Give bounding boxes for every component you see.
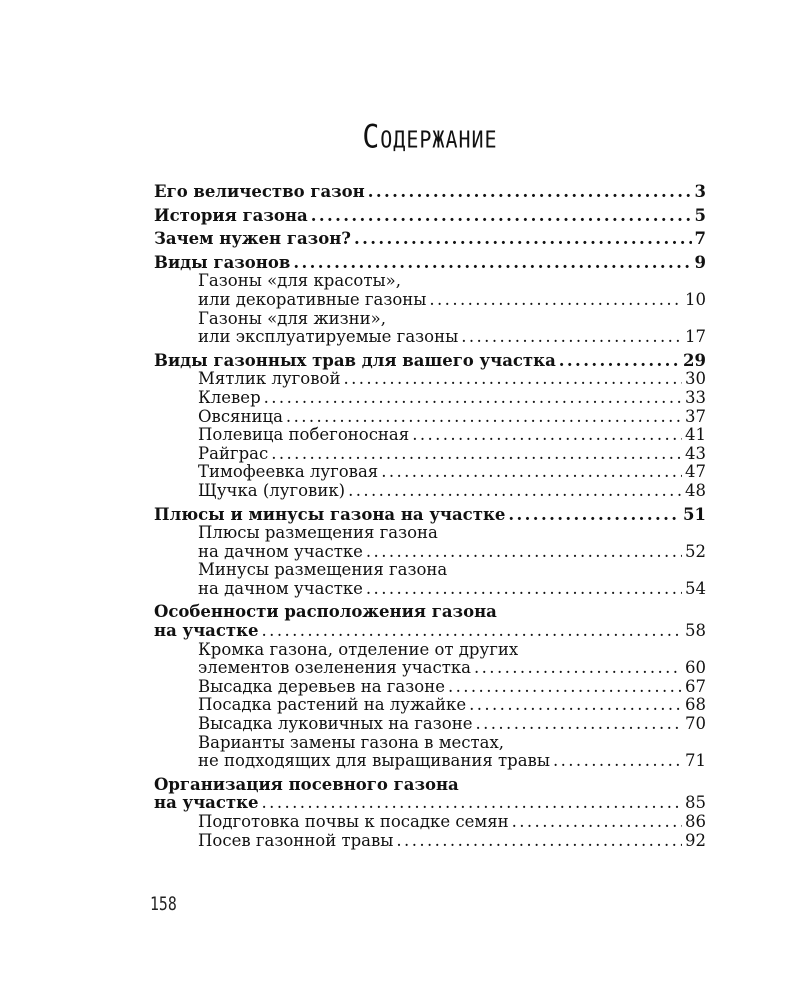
toc-entry[interactable] [154, 678, 706, 697]
toc-entry-label: на дачном участке [198, 541, 363, 561]
toc-entry-line2[interactable] [154, 291, 706, 310]
dot-leader [429, 291, 682, 310]
toc-page-number: 85 [685, 793, 706, 813]
dot-leader [508, 506, 680, 525]
toc-entry[interactable] [154, 207, 706, 226]
toc-entry-label: на участке [154, 621, 259, 641]
toc-entry-label: История газона [154, 205, 308, 225]
toc-entry-line1[interactable] [154, 524, 706, 543]
toc-entry[interactable] [154, 408, 706, 427]
toc-page-number: 33 [685, 387, 706, 407]
dot-leader [553, 752, 682, 771]
dot-leader [348, 482, 682, 501]
toc-entry[interactable] [154, 445, 706, 464]
toc-entry-line1[interactable] [154, 603, 706, 622]
dot-leader [293, 254, 691, 273]
dot-leader [469, 696, 682, 715]
toc-entry[interactable] [154, 183, 706, 202]
toc-entry-label: Посев газонной травы [198, 830, 394, 850]
toc-entry-label: Минусы размещения газона [198, 560, 448, 580]
toc-page-number: 60 [685, 658, 706, 678]
toc-entry-label: Его величество газон [154, 182, 365, 201]
dot-leader [262, 622, 682, 641]
dot-leader [475, 715, 682, 734]
toc-page-number: 58 [685, 621, 706, 641]
toc-entry-line1[interactable] [154, 776, 706, 795]
dot-leader [461, 328, 682, 347]
toc-entry-label: Клевер [198, 387, 261, 407]
dot-leader [448, 678, 682, 697]
toc-entry-label: на дачном участке [198, 578, 363, 598]
dot-leader [381, 463, 682, 482]
page-number: 158 [150, 893, 177, 915]
toc-entry-line2[interactable] [154, 794, 706, 813]
toc-entry-label: Зачем нужен газон? [154, 229, 351, 249]
dot-leader [366, 580, 682, 599]
toc-page-number: 37 [685, 406, 706, 426]
toc-entry-label: Полевица побегоносная [198, 425, 410, 445]
toc-page-number: 68 [685, 695, 706, 715]
toc-page-number: 29 [683, 350, 706, 370]
dot-leader [368, 183, 692, 202]
toc-entry-label: Высадка луковичных на газоне [198, 714, 473, 734]
toc-page-number: 17 [685, 327, 706, 347]
dot-leader [474, 659, 682, 678]
toc-entry-label: или эксплуатируемые газоны [198, 327, 459, 347]
dot-leader [286, 408, 682, 427]
toc-entry-label: или декоративные газоны [198, 289, 427, 309]
toc-page-number: 70 [685, 714, 706, 734]
dot-leader [396, 832, 682, 851]
toc-entry-line1[interactable] [154, 561, 706, 580]
toc-page-number: 5 [694, 205, 706, 225]
toc-page-number: 10 [685, 289, 706, 309]
toc-entry[interactable] [154, 426, 706, 445]
toc-entry[interactable] [154, 715, 706, 734]
dot-leader [343, 370, 682, 389]
toc-page-number: 86 [685, 812, 706, 831]
toc-entry[interactable] [154, 370, 706, 389]
dot-leader [366, 543, 682, 562]
page-title: Содержание [362, 117, 498, 156]
dot-leader [264, 389, 682, 408]
toc-entry-line2[interactable] [154, 622, 706, 641]
toc-entry-line2[interactable] [154, 752, 706, 771]
toc-entry-label: элементов озеленения участка [198, 658, 472, 678]
toc-page-number: 3 [694, 182, 706, 201]
toc-entry[interactable] [154, 482, 706, 501]
toc-entry-line1[interactable] [154, 734, 706, 753]
toc-page-number: 7 [694, 229, 706, 249]
dot-leader [262, 794, 682, 813]
toc-entry-label: Газоны «для красоты», [198, 271, 401, 291]
toc-entry-label: Овсяница [198, 406, 283, 426]
toc-page-number: 54 [685, 578, 706, 598]
toc-entry-label: Плюсы размещения газона [198, 523, 438, 543]
toc-entry-line1[interactable] [154, 641, 706, 660]
toc-entry-line1[interactable] [154, 310, 706, 329]
toc-entry-label: Виды газонных трав для вашего участка [154, 350, 556, 370]
toc-page-number: 47 [685, 462, 706, 482]
toc-entry[interactable] [154, 352, 706, 371]
toc-entry-label: Посадка растений на лужайке [198, 695, 467, 715]
dot-leader [559, 352, 680, 371]
toc-entry[interactable] [154, 506, 706, 525]
toc-entry-label: Особенности расположения газона [154, 602, 497, 622]
toc-entry-label: Газоны «для жизни», [198, 308, 386, 328]
dot-leader [311, 207, 692, 226]
toc-entry-line2[interactable] [154, 659, 706, 678]
toc-page-number: 52 [685, 541, 706, 561]
toc-entry-line2[interactable] [154, 543, 706, 562]
toc-page-number: 41 [685, 425, 706, 445]
toc-entry-label: Варианты замены газона в местах, [198, 732, 505, 752]
toc-page-number: 51 [683, 504, 706, 524]
toc-entry-label: Подготовка почвы к посадке семян [198, 812, 509, 831]
toc-entry-line2[interactable] [154, 580, 706, 599]
toc-entry-label: Щучка (луговик) [198, 480, 346, 500]
toc-entry-label: Виды газонов [154, 252, 291, 272]
toc-page-number: 71 [685, 751, 706, 771]
toc-entry[interactable] [154, 254, 706, 273]
toc-entry-label: Тимофеевка луговая [198, 462, 379, 482]
toc-entry-label: на участке [154, 793, 259, 813]
toc-page-number: 30 [685, 369, 706, 389]
table-of-contents [154, 178, 706, 850]
dot-leader [271, 445, 682, 464]
toc-entry-label: Высадка деревьев на газоне [198, 676, 445, 696]
toc-entry[interactable] [154, 463, 706, 482]
toc-entry[interactable] [154, 230, 706, 249]
toc-entry-line2[interactable] [154, 328, 706, 347]
toc-entry-label: Райграс [198, 443, 269, 463]
toc-page-number: 48 [685, 480, 706, 500]
toc-entry-line1[interactable] [154, 272, 706, 291]
toc-page-number: 92 [685, 830, 706, 850]
toc-page-number: 43 [685, 443, 706, 463]
toc-entry-label: Плюсы и минусы газона на участке [154, 504, 506, 524]
dot-leader [354, 230, 692, 249]
toc-entry[interactable] [154, 832, 706, 851]
toc-entry-label: Организация посевного газона [154, 774, 459, 794]
toc-entry-label: Кромка газона, отделение от других [198, 639, 519, 659]
dot-leader [512, 813, 682, 832]
toc-entry[interactable] [154, 696, 706, 715]
toc-page-number: 9 [694, 252, 706, 272]
toc-entry-label: Мятлик луговой [198, 369, 341, 389]
toc-page-number: 67 [685, 676, 706, 696]
toc-entry[interactable] [154, 813, 706, 832]
toc-entry-label: не подходящих для выращивания травы [198, 751, 550, 771]
toc-entry[interactable] [154, 389, 706, 408]
dot-leader [412, 426, 682, 445]
